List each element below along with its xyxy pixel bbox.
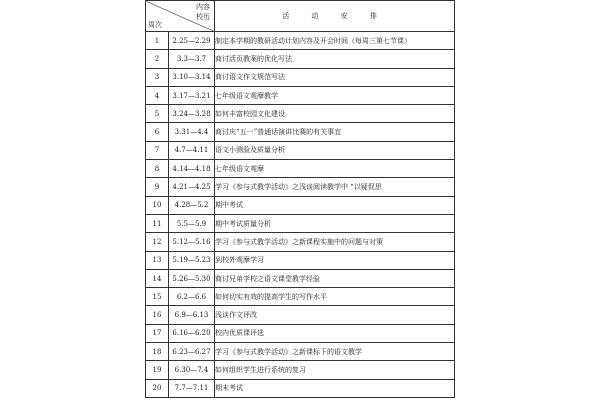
table-header-row <box>146 1 455 32</box>
date-cell: 7.7—7.11 <box>169 379 215 397</box>
week-cell: 19 <box>146 361 169 379</box>
activity-cell: 七年级语文观摩教学 <box>215 86 455 104</box>
table-row <box>146 160 455 178</box>
activity-cell: 商讨活页教案的优化写法 <box>215 50 455 68</box>
table-row <box>146 178 455 196</box>
activity-cell: 七年级语文观摩 <box>215 160 455 178</box>
week-cell: 3 <box>146 68 169 86</box>
activity-cell: 到校外观摩学习 <box>215 251 455 269</box>
activity-cell: 如何切实有效的提高学生的写作水平 <box>215 288 455 306</box>
date-cell: 3.3—3.7 <box>169 50 215 68</box>
table-row <box>146 105 455 123</box>
table-row <box>146 123 455 141</box>
date-cell: 4.7—4.11 <box>169 141 215 159</box>
date-cell: 3.31—4.4 <box>169 123 215 141</box>
week-cell: 4 <box>146 86 169 104</box>
table-row <box>146 251 455 269</box>
activity-cell: 商讨兄弟学校之语文课堂教学经验 <box>215 269 455 287</box>
week-cell: 18 <box>146 343 169 361</box>
week-cell: 11 <box>146 214 169 232</box>
activity-cell: 期中考试质量分析 <box>215 214 455 232</box>
table-row <box>146 343 455 361</box>
table-row <box>146 196 455 214</box>
activity-cell: 浅谈作文评改 <box>215 306 455 324</box>
diagonal-header-cell <box>146 1 215 32</box>
table-row <box>146 50 455 68</box>
week-cell: 2 <box>146 50 169 68</box>
date-cell: 5.12—5.16 <box>169 233 215 251</box>
week-cell: 12 <box>146 233 169 251</box>
table-row <box>146 288 455 306</box>
date-cell: 6.23—6.27 <box>169 343 215 361</box>
activity-cell: 学习《参与式教学活动》之新课程实施中的问题与对策 <box>215 233 455 251</box>
activity-cell: 学习《参与式教学活动》之新课标下的语文教学 <box>215 343 455 361</box>
table-row <box>146 361 455 379</box>
activity-cell: 期末考试 <box>215 379 455 397</box>
week-cell: 5 <box>146 105 169 123</box>
activity-cell: 如何组织学生进行系统的复习 <box>215 361 455 379</box>
week-cell: 20 <box>146 379 169 397</box>
date-cell: 5.5—5.9 <box>169 214 215 232</box>
date-cell: 6.16—6.20 <box>169 324 215 342</box>
week-cell: 16 <box>146 306 169 324</box>
table-row <box>146 68 455 86</box>
date-cell: 3.10—3.14 <box>169 68 215 86</box>
table-row <box>146 32 455 50</box>
date-cell: 2.25—2.29 <box>169 32 215 50</box>
activity-cell: 商讨语文作文规范写法 <box>215 68 455 86</box>
date-cell: 6.30—7.4 <box>169 361 215 379</box>
table-row <box>146 141 455 159</box>
week-cell: 13 <box>146 251 169 269</box>
date-cell: 3.17—3.21 <box>169 86 215 104</box>
table-row <box>146 379 455 397</box>
date-cell: 4.28—5.2 <box>169 196 215 214</box>
date-cell: 6.9—6.13 <box>169 306 215 324</box>
activity-cell: 学习《参与式教学活动》之浅谈阅读教学中 “以疑促思 <box>215 178 455 196</box>
activity-cell: 期中考试 <box>215 196 455 214</box>
table-row <box>146 214 455 232</box>
activity-cell: 如何丰富校园文化建设 <box>215 105 455 123</box>
date-cell: 4.14—4.18 <box>169 160 215 178</box>
date-cell: 4.21—4.25 <box>169 178 215 196</box>
week-cell: 14 <box>146 269 169 287</box>
week-cell: 7 <box>146 141 169 159</box>
week-cell: 8 <box>146 160 169 178</box>
activity-schedule-table <box>145 0 455 398</box>
header-activity-label: 活 动 安 排 <box>215 1 455 32</box>
header-date-label: 校历 <box>196 13 210 21</box>
week-cell: 9 <box>146 178 169 196</box>
activity-cell: 校内优质课评选 <box>215 324 455 342</box>
table-row <box>146 269 455 287</box>
date-cell: 5.19—5.23 <box>169 251 215 269</box>
table-row <box>146 324 455 342</box>
week-cell: 1 <box>146 32 169 50</box>
activity-cell: 商讨庆“五一”普通话演讲比赛的有关事宜 <box>215 123 455 141</box>
week-cell: 17 <box>146 324 169 342</box>
table-row <box>146 233 455 251</box>
week-cell: 15 <box>146 288 169 306</box>
table-row <box>146 306 455 324</box>
header-content-label: 内容 <box>196 3 210 11</box>
week-cell: 6 <box>146 123 169 141</box>
header-week-label: 周次 <box>148 21 162 29</box>
week-cell: 10 <box>146 196 169 214</box>
activity-cell: 制定本学期的教研活动计划内容及开会时间（每周三第七节课） <box>215 32 455 50</box>
date-cell: 3.24—3.28 <box>169 105 215 123</box>
activity-cell: 语文小测验及质量分析 <box>215 141 455 159</box>
date-cell: 5.26—5.30 <box>169 269 215 287</box>
table-row <box>146 86 455 104</box>
date-cell: 6.2—6.6 <box>169 288 215 306</box>
